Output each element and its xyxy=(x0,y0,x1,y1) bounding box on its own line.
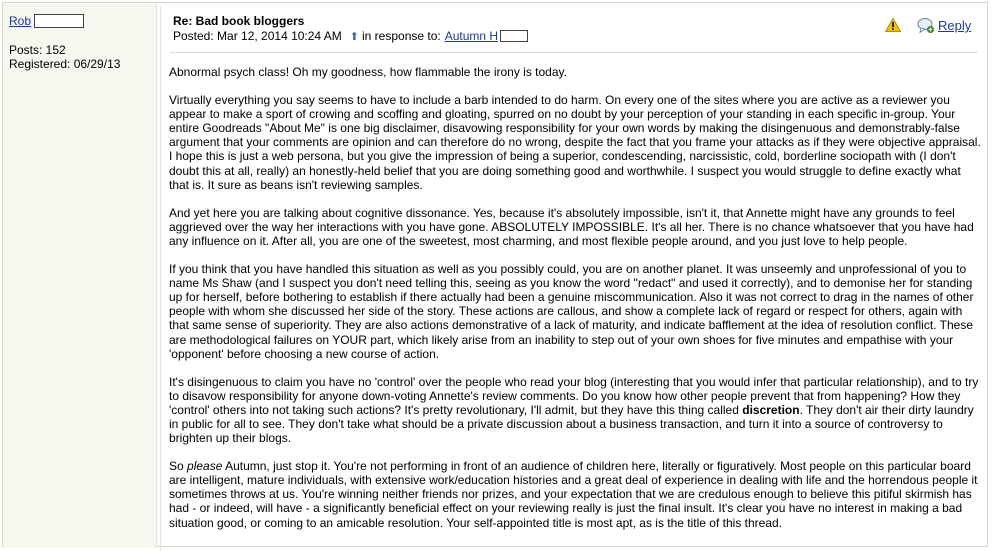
warning-icon[interactable] xyxy=(885,18,901,32)
redacted-box xyxy=(34,14,84,28)
in-response-label: in response to: xyxy=(362,29,441,43)
posted-timestamp: Posted: Mar 12, 2014 10:24 AM xyxy=(173,29,342,43)
post-paragraph: Virtually everything you say seems to have to include a barb intended to do harm. On every one of the sites where you are active as a reviewer you appear to make a sport of crowing and scoffing and gloating, spurred on no doubt by your perception of your standing in each specific in-group. Your entire Goodreads "About Me" is one big disclaimer, disavowing responsibility for your own words by making the disingenuous and demonstrably-false argument that your comments are opinion and can therefore do no wrong, despite the fact that you frame your attacks as if they were objective appraisal. I hope this is just a web persona, but you give the impression of being a superior, condescending, narcissistic, cold, borderline sociopath with (I don't doubt this at all, really) an honestly-held belief that you are doing something good and worthwhile. I suspect you would struggle to define exactly what that is. It sure as beans isn't reviewing samples. xyxy=(169,93,981,192)
emphasis-discretion: discretion xyxy=(742,402,800,417)
post-paragraph: Abnormal psych class! Oh my goodness, how flammable the irony is today. xyxy=(169,65,567,79)
author-block xyxy=(9,14,84,28)
redacted-box xyxy=(500,30,528,42)
up-arrow-icon: ⬆ xyxy=(349,30,359,43)
post-body xyxy=(169,65,984,544)
registered-date: Registered: 06/29/13 xyxy=(9,57,121,71)
post-paragraph: If you think that you have handled this situation as well as you possibly could, you are on another planet. It was unseemly and unprofessional of you to name Ms Shaw (and I suspect you don't need telling this, seeing as you know the word "redact" and used it correctly), and to demonise her for standing up for herself, before bothering to establish if there actually had been a genuine miscommunication. Also it was not correct to drag in the names of other people with whom she discussed her side of the story. These actions are callous, and show a complete lack of regard or respect for others, again with that same sense of superiority. They are also actions demonstrative of a lack of maturity, and indicate bafflement at the idea of resolution conflict. These are methodological failures on YOUR part, which likely arise from an inability to step out of your own shoes for five minutes and empathise with your 'opponent' before choosing a new course of action. xyxy=(169,262,974,361)
post-subject: Re: Bad book bloggers xyxy=(173,14,305,28)
reply-icon[interactable] xyxy=(917,17,935,34)
author-sidebar xyxy=(3,3,157,548)
post-paragraph: So please Autumn, just stop it. You're not performing in front of an audience of children here, literally or figuratively. Most people on this particular board are intelligent, mature individuals, with extensive work/education histories and a great deal of experience in dealing with life and the horrendous people it sometimes throws at us. You're winning neither friends nor prizes, and your expectation that we are credulous enough to believe this pitiful skirmish has had - or indeed, will have - a significantly beneficial effect on your reviewing really is just the final insult. It's clear you have no interest in making a bad situation good, or coming to an amicable resolution. Your self-appointed title is most apt, as is the title of this thread. xyxy=(169,459,978,530)
reply-link[interactable]: Reply xyxy=(938,18,972,33)
posts-count: Posts: 152 xyxy=(9,43,66,57)
post-paragraph: And yet here you are talking about cognitive dissonance. Yes, because it's absolutely impossible, isn't it, that Annette might have any grounds to feel aggrieved over the way her interactions with you have gone. ABSOLUTELY IMPOSSIBLE. It's all her. There is no chance whatsoever that you have had any influence on it. After all, you are one of the sweetest, most charming, and most flexible people around, and you just love to help people. xyxy=(169,205,974,248)
header-divider xyxy=(170,52,978,53)
post-paragraph: It's disingenuous to claim you have no 'control' over the people who read your blog (interesting that you would infer that particular relationship), and to try to disavow responsibility for anyone down-voting Annette's review comments. Do you know how other people prevent that from happening? How they 'control' others into not taking such actions? It's pretty revolutionary, I'll admit, but they have this thing called discretion. They don't air their dirty laundry in public for all to see. They don't take what should be a private discussion about a business transaction, and turn it into a source of controversy to brighten up their blogs. xyxy=(169,374,979,446)
author-name-link[interactable]: Rob xyxy=(9,14,32,28)
posted-line xyxy=(173,29,528,43)
in-response-link[interactable]: Autumn H xyxy=(444,29,499,43)
emphasis-please: please xyxy=(187,459,223,474)
